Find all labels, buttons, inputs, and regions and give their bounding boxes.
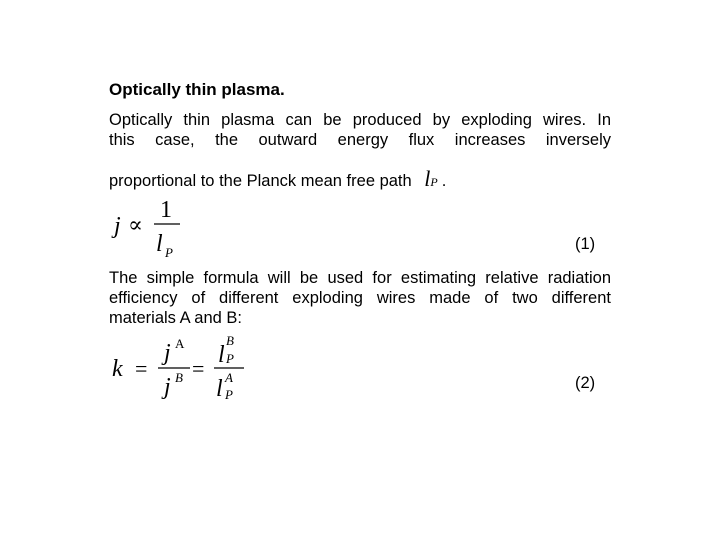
- planck-path-symbol: l: [424, 166, 431, 191]
- equation-1: [108, 190, 198, 262]
- equation-2-number: (2): [575, 374, 596, 392]
- eq2-frac2-den: l: [216, 376, 223, 402]
- eq2-frac2-num-sub: P: [226, 351, 234, 366]
- eq2-equals-2: =: [192, 356, 205, 381]
- eq1-denominator: l: [156, 231, 163, 257]
- eq2-lhs: k: [112, 356, 123, 382]
- equation-1-number: (1): [575, 235, 596, 253]
- paragraph-1-period: .: [441, 172, 447, 190]
- paragraph-2: [109, 268, 611, 328]
- eq2-frac2-num-sup: B: [226, 333, 234, 348]
- eq2-frac1-den-sup: B: [175, 370, 183, 385]
- paragraph-2-line-3: materials A and B:: [109, 309, 242, 327]
- section-heading: Optically thin plasma.: [109, 80, 285, 99]
- paragraph-2-line-1: The simple formula will be used for estimating relative radiation: [109, 269, 611, 287]
- eq2-frac1-den: j: [164, 374, 171, 400]
- eq1-numerator: 1: [160, 197, 172, 223]
- eq1-lhs: j: [114, 213, 121, 239]
- eq2-frac2-den-sup: A: [225, 370, 233, 385]
- eq2-frac1-num-sup: A: [175, 336, 185, 351]
- eq1-proportional: ∝: [128, 212, 143, 237]
- paragraph-1: [109, 110, 611, 150]
- eq2-frac2-num: l: [218, 342, 225, 368]
- eq2-frac2-den-sub: P: [225, 387, 233, 402]
- eq1-denominator-sub: P: [165, 245, 173, 260]
- planck-path-subscript: P: [430, 175, 438, 189]
- eq2-equals-1: =: [135, 356, 148, 381]
- paragraph-1-line-3-text: proportional to the Planck mean free path: [109, 172, 412, 190]
- paragraph-1-line-1: Optically thin plasma can be produced by exploding wires. In: [109, 111, 611, 129]
- eq2-frac1-num: j: [164, 340, 171, 366]
- paragraph-2-line-2: efficiency of different exploding wires made of two different: [109, 289, 611, 307]
- paragraph-1-line-2: this case, the outward energy flux increases inversely: [109, 131, 611, 149]
- paragraph-1-line-3: [109, 166, 446, 192]
- equation-2: [108, 330, 258, 408]
